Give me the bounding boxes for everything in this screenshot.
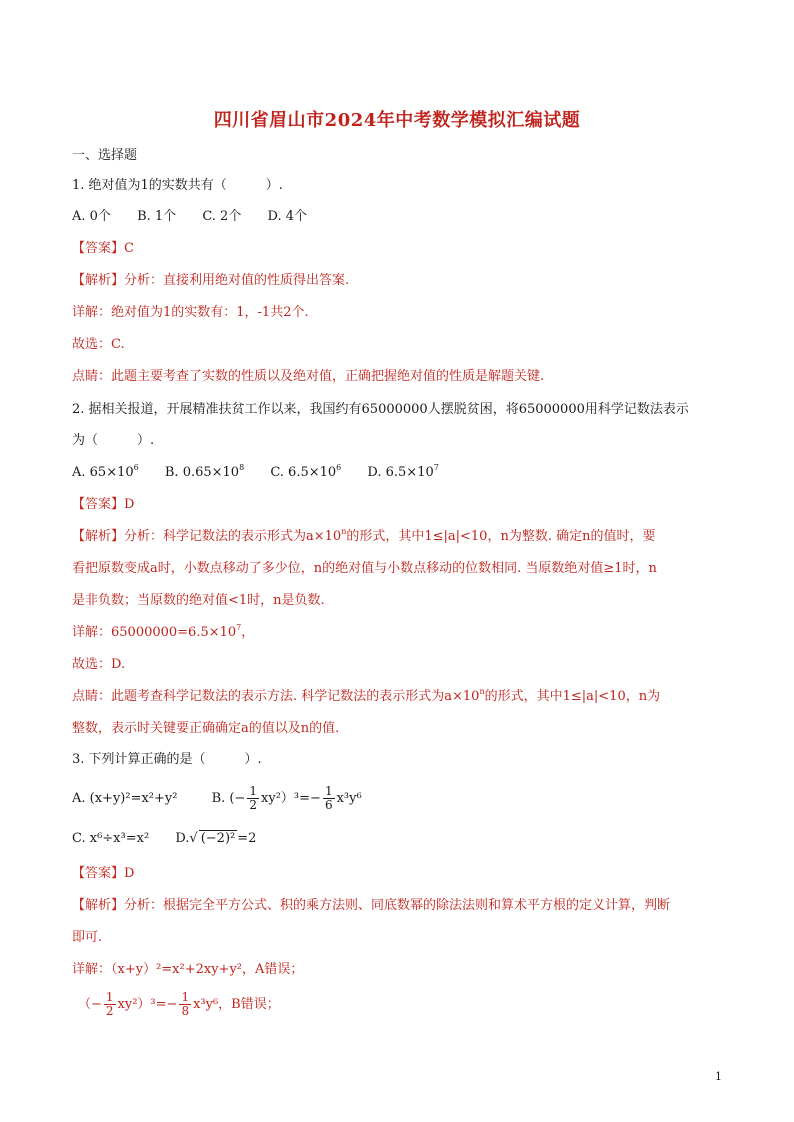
fraction-one-half: $\frac{1}{2}$ [105, 990, 114, 1018]
option-b: B. $0.65\times 10^8$ [164, 463, 245, 480]
question-2-options [72, 465, 461, 481]
question-2-stem-line2: 为（ ）. [72, 433, 155, 448]
question-3-stem: 3. 下列计算正确的是（ ）. [72, 752, 262, 767]
question-1-comment: 点睛：此题主要考查了实数的性质以及绝对值，正确把握绝对值的性质是解题关键. [72, 369, 545, 384]
question-1-detail: 详解：绝对值为1的实数有：1，-1共2个. [72, 305, 309, 320]
section-heading: 一、选择题 [72, 148, 138, 163]
question-3-analysis-line2: 即可. [72, 930, 103, 945]
option-a: A. (x+y)²=x²+y² [72, 791, 178, 806]
question-2-detail: 详解：$65000000=6.5\times 10^7$， [72, 623, 255, 640]
option-d: D. 4个 [267, 209, 307, 224]
question-1-stem: 1. 绝对值为1的实数共有（ ）. [72, 178, 283, 193]
option-c: C. 2个 [202, 209, 242, 224]
option-c: C. $6.5\times 10^6$ [270, 463, 342, 480]
question-2-analysis-line2: 看把原数变成a时，小数点移动了多少位，n的绝对值与小数点移动的位数相同. 当原数绝对值≥1时，n [72, 561, 657, 576]
option-d: D. $6.5\times 10^7$ [367, 463, 439, 480]
option-a: A. 0个 [72, 209, 111, 224]
question-3-options-cd [72, 830, 256, 847]
question-2-analysis-line3: 是非负数；当原数的绝对值<1时，n是负数. [72, 593, 325, 608]
question-2-answer: 【答案】D [72, 497, 135, 512]
question-3-analysis-line1: 【解析】分析：根据完全平方公式、积的乘方法则、同底数幂的除法法则和算术平方根的定义计算，判断 [72, 898, 671, 913]
option-b: B. (− $\frac{1}{2}$ xy²）³=− $\frac{1}{6}$ x³y⁶ [211, 784, 362, 812]
question-3-detail-line2: （− $\frac{1}{2}$ xy²）³=− $\frac{1}{8}$ x³y⁶，B错误； [78, 990, 280, 1018]
question-1-choice: 故选：C. [72, 337, 125, 352]
question-1-analysis: 【解析】分析：直接利用绝对值的性质得出答案. [72, 273, 350, 288]
radicand: (−2)² [200, 831, 236, 846]
option-a: A. $65\times 10^6$ [72, 463, 139, 480]
question-3-answer: 【答案】D [72, 866, 135, 881]
page-number: 1 [715, 1070, 722, 1083]
page-title: 四川省眉山市2024年中考数学模拟汇编试题 [213, 110, 581, 131]
question-2-stem-line1: 2. 据相关报道，开展精准扶贫工作以来，我国约有65000000人摆脱贫困，将65000000用科学记数法表示 [72, 402, 689, 417]
option-d: D.√ (−2)² =2 [175, 831, 257, 846]
option-c: C. x⁶÷x³=x² [72, 831, 150, 846]
question-1-options [72, 209, 329, 225]
fraction-one-half: $\frac{1}{2}$ [249, 784, 258, 812]
fraction-one-eighth: $\frac{1}{8}$ [181, 990, 190, 1018]
question-1-answer: 【答案】C [72, 241, 134, 256]
fraction-one-sixth: $\frac{1}{6}$ [324, 784, 333, 812]
question-2-comment-line1: 点睛：此题考查科学记数法的表示方法. 科学记数法的表示形式为$a\times 10^n$的形式，其中1≤|a|<10，n为 [72, 687, 661, 704]
question-3-detail-line1: 详解：（x+y）²=x²+2xy+y²，A错误； [72, 962, 304, 977]
question-2-comment-line2: 整数，表示时关键要正确确定a的值以及n的值. [72, 721, 340, 736]
question-2-choice: 故选：D. [72, 657, 126, 672]
question-3-options-ab [72, 784, 362, 814]
question-2-analysis-line1: 【解析】分析：科学记数法的表示形式为$a\times 10^n$的形式，其中1≤|a|<10，n为整数. 确定n的值时，要 [72, 527, 656, 544]
option-b: B. 1个 [137, 209, 177, 224]
